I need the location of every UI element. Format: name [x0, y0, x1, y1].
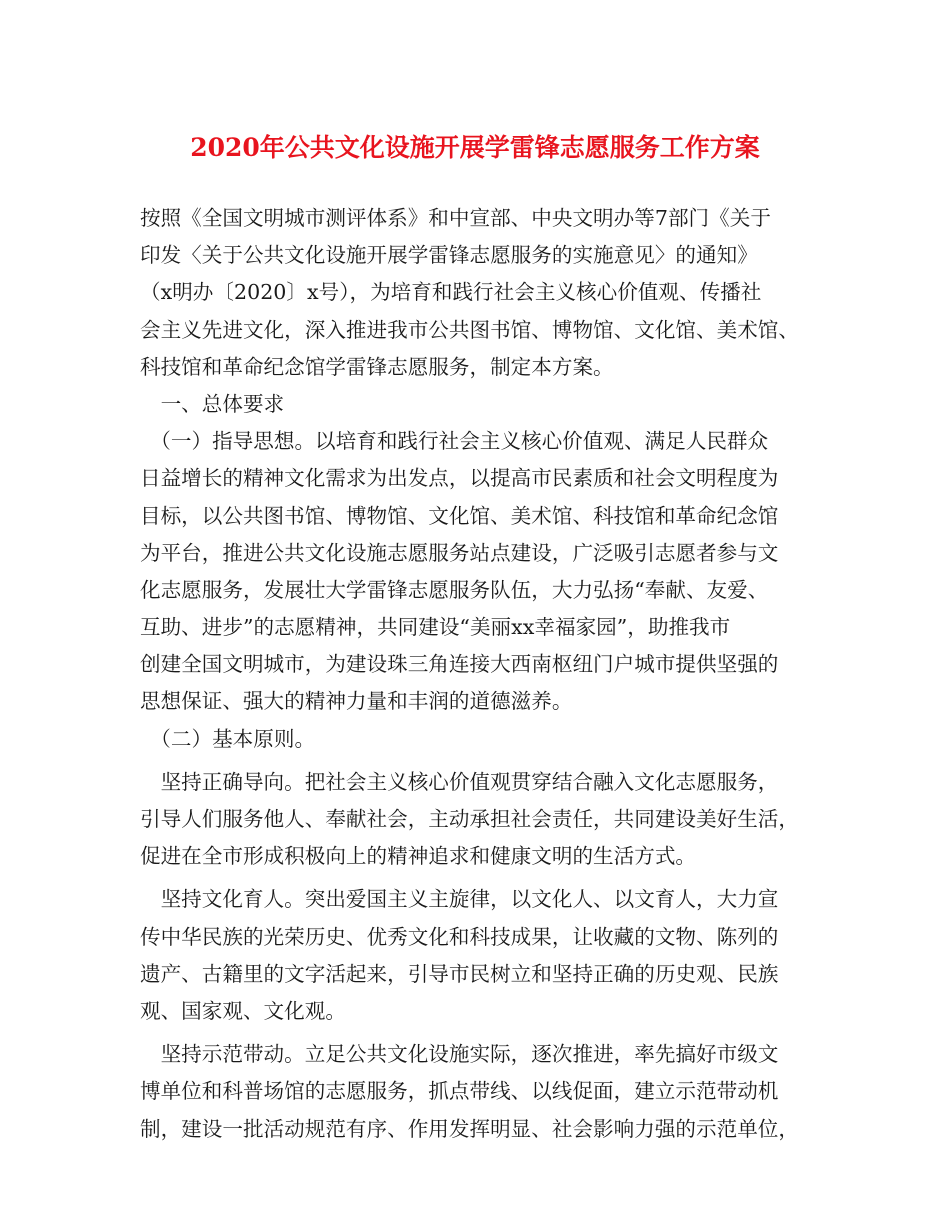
paragraph-line: （x明办〔2020〕x号），为培育和践行社会主义核心价值观、传播社: [140, 280, 762, 305]
paragraph-line: （一）指导思想。以培育和践行社会主义核心价值观、满足人民群众: [140, 429, 769, 454]
paragraph-line: 坚持正确导向。把社会主义核心价值观贯穿结合融入文化志愿服务，: [140, 769, 779, 794]
paragraph-line: 博单位和科普场馆的志愿服务，抓点带线、以线促面，建立示范带动机: [140, 1079, 779, 1104]
paragraph-line: 会主义先进文化，深入推进我市公共图书馆、博物馆、文化馆、美术馆、: [140, 317, 799, 342]
paragraph-line: 遗产、古籍里的文字活起来，引导市民树立和坚持正确的历史观、民族: [140, 961, 779, 986]
paragraph-line: 化志愿服务，发展壮大学雷锋志愿服务队伍，大力弘扬“奉献、友爱、: [140, 577, 769, 602]
paragraph-line: 思想保证、强大的精神力量和丰润的道德滋养。: [140, 689, 573, 714]
paragraph-line: 为平台，推进公共文化设施志愿服务站点建设，广泛吸引志愿者参与文: [140, 540, 779, 565]
paragraph-line: 传中华民族的光荣历史、优秀文化和科技成果，让收藏的文物、陈列的: [140, 924, 779, 949]
paragraph-line: 促进在全市形成积极向上的精神追求和健康文明的生活方式。: [140, 844, 697, 869]
paragraph-line: 坚持示范带动。立足公共文化设施实际，逐次推进，率先搞好市级文: [140, 1042, 779, 1067]
document-body: [140, 200, 830, 1148]
document-title: 2020年公共文化设施开展学雷锋志愿服务工作方案: [190, 133, 760, 162]
paragraph-line: 日益增长的精神文化需求为出发点，以提高市民素质和社会文明程度为: [140, 466, 779, 491]
paragraph-line: 制，建设一批活动规范有序、作用发挥明显、社会影响力强的示范单位，: [140, 1116, 799, 1141]
paragraph-line: 按照《全国文明城市测评体系》和中宣部、中央文明办等7部门《关于: [140, 206, 771, 230]
paragraph-line: 印发〈关于公共文化设施开展学雷锋志愿服务的实施意见〉的通知》: [140, 243, 758, 268]
paragraph-line: 科技馆和革命纪念馆学雷锋志愿服务，制定本方案。: [140, 354, 614, 379]
paragraph-line: 互助、进步”的志愿精神，共同建设“美丽xx幸福家园”，助推我市: [140, 615, 731, 640]
paragraph-line: （二）基本原则。: [140, 726, 316, 751]
paragraph-line: 创建全国文明城市，为建设珠三角连接大西南枢纽门户城市提供坚强的: [140, 652, 779, 677]
paragraph-line: 观、国家观、文化观。: [140, 998, 346, 1023]
paragraph-line: 坚持文化育人。突出爱国主义主旋律，以文化人、以文育人，大力宣: [140, 887, 779, 912]
paragraph-line: 目标，以公共图书馆、博物馆、文化馆、美术馆、科技馆和革命纪念馆: [140, 503, 779, 528]
paragraph-line: 引导人们服务他人、奉献社会，主动承担社会责任，共同建设美好生活，: [140, 807, 799, 831]
paragraph-line: 一、总体要求: [140, 391, 285, 416]
